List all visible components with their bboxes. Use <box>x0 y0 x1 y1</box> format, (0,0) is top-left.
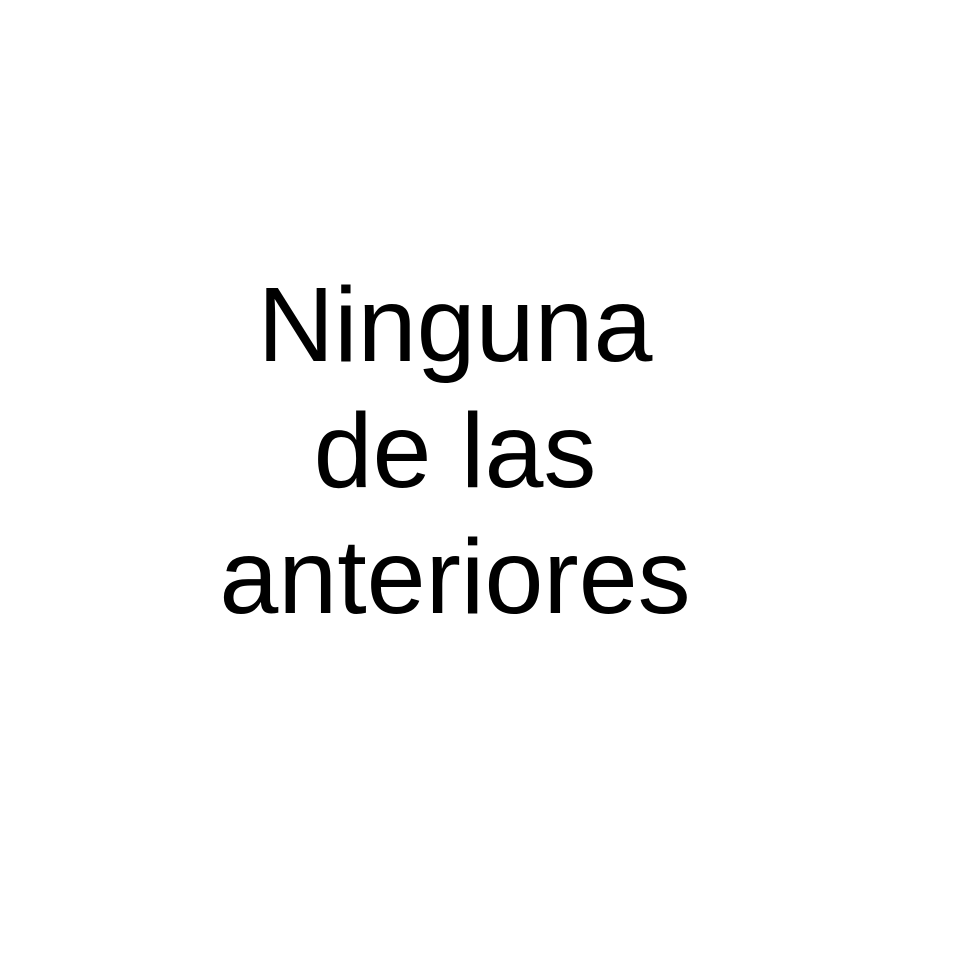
answer-option-text <box>0 262 910 640</box>
answer-line-3: anteriores <box>219 518 691 636</box>
answer-line-2: de las <box>313 392 597 510</box>
answer-line-1: Ninguna <box>257 266 653 384</box>
